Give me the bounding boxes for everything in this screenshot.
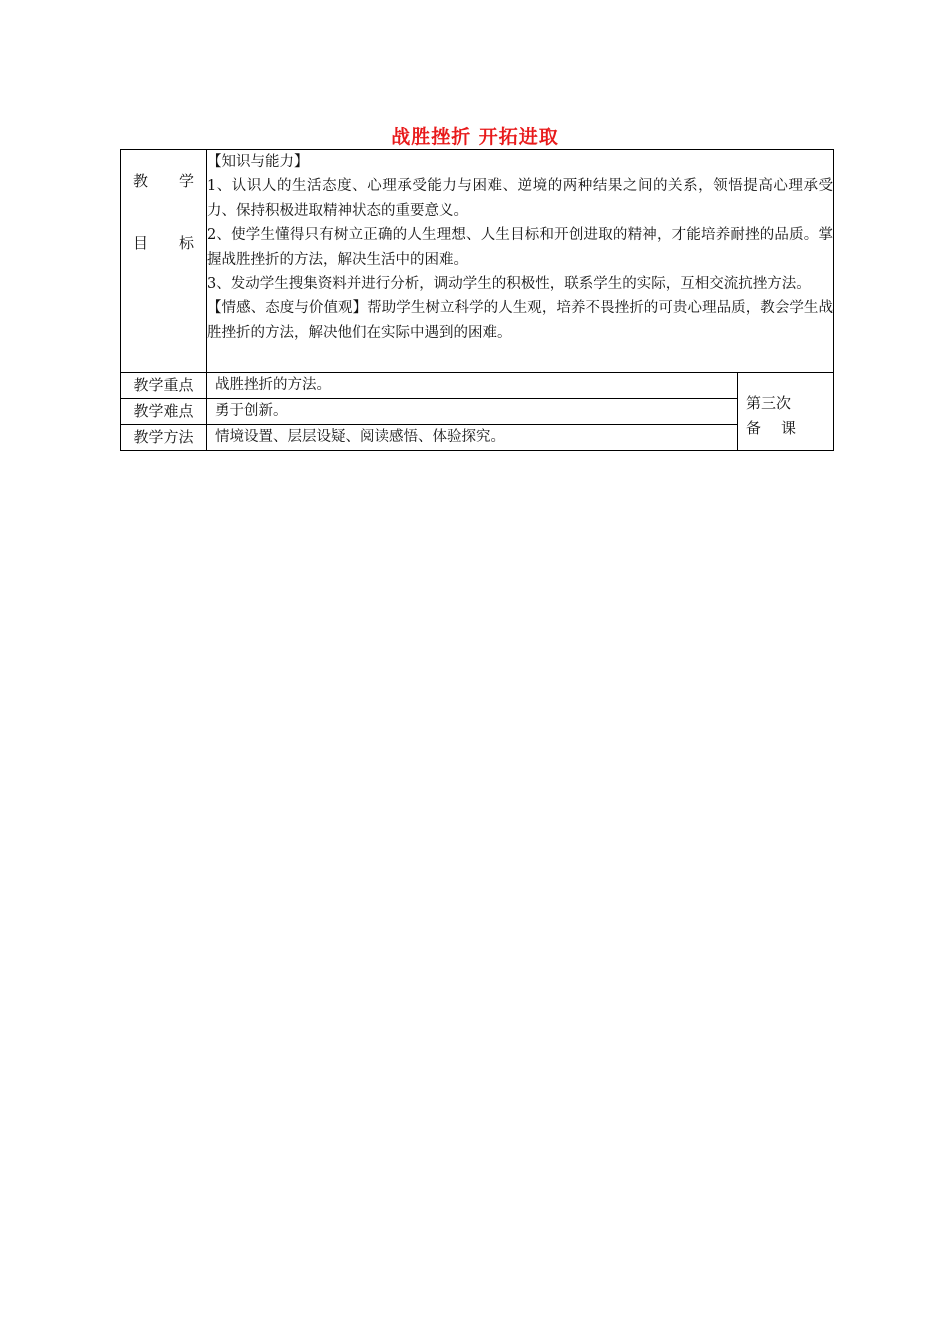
goals-label-line2 (133, 232, 194, 253)
row-value: 战胜挫折的方法。 (207, 373, 738, 399)
goals-label-char: 学 (178, 172, 194, 190)
table-row (121, 425, 834, 451)
goals-row (121, 150, 834, 373)
row-value: 情境设置、层层设疑、阅读感悟、体验探究。 (207, 425, 738, 451)
emotion-goal: 【情感、态度与价值观】帮助学生树立科学的人生观，培养不畏挫折的可贵心理品质，教会学生战胜挫折的方法，解决他们在实际中遇到的困难。 (207, 300, 833, 341)
goals-content-cell (207, 150, 834, 373)
row-label: 教学难点 (121, 399, 207, 425)
prep-note-line2 (746, 416, 796, 441)
goals-label-line1 (133, 170, 194, 191)
goal-item-3: 3、发动学生搜集资料并进行分析，调动学生的积极性，联系学生的实际，互相交流抗挫方法。 (207, 276, 811, 293)
lesson-plan-table (120, 149, 834, 451)
goals-label-char: 标 (178, 234, 194, 252)
goals-label-char: 教 (133, 172, 149, 190)
row-value: 勇于创新。 (207, 399, 738, 425)
goals-label-cell (121, 150, 207, 373)
prep-note-char: 备 (746, 419, 762, 437)
goals-label-char: 目 (133, 234, 149, 252)
knowledge-heading: 【知识与能力】 (207, 154, 309, 170)
prep-note-line1: 第三次 (746, 394, 792, 412)
goal-item-1: 1、认识人的生活态度、心理承受能力与困难、逆境的两种结果之间的关系，领悟提高心理承受力、保持积极进取精神状态的重要意义。 (207, 178, 833, 219)
row-label: 教学重点 (121, 373, 207, 399)
prep-note-cell (738, 373, 834, 451)
goal-item-2: 2、使学生懂得只有树立正确的人生理想、人生目标和开创进取的精神，才能培养耐挫的品质。掌握战胜挫折的方法，解决生活中的困难。 (207, 227, 833, 268)
prep-note-char: 课 (780, 419, 796, 437)
table-row (121, 399, 834, 425)
table-row (121, 373, 834, 399)
row-label: 教学方法 (121, 425, 207, 451)
page-title: 战胜挫折 开拓进取 (391, 126, 559, 148)
